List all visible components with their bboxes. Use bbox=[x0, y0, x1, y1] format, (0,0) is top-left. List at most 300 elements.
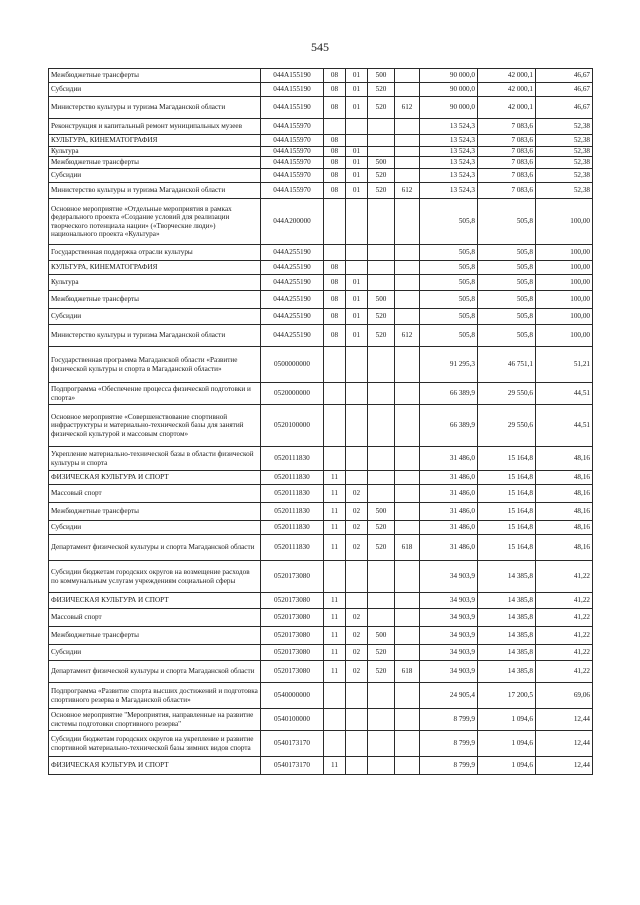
table-row bbox=[49, 535, 593, 561]
row-percent: 12,44 bbox=[536, 709, 593, 731]
row-name: ФИЗИЧЕСКАЯ КУЛЬТУРА И СПОРТ bbox=[49, 471, 261, 485]
row-plan-amount: 66 389,9 bbox=[420, 405, 478, 447]
row-percent: 69,06 bbox=[536, 683, 593, 709]
row-code: 044A155970 bbox=[261, 169, 324, 183]
row-admin-code bbox=[395, 275, 420, 291]
row-actual-amount: 1 094,6 bbox=[478, 757, 536, 775]
table-row bbox=[49, 447, 593, 471]
row-expense-type bbox=[368, 485, 395, 503]
row-expense-type bbox=[368, 119, 395, 135]
row-admin-code bbox=[395, 627, 420, 645]
row-actual-amount: 505,8 bbox=[478, 261, 536, 275]
row-section: 08 bbox=[324, 147, 346, 157]
row-subsection: 01 bbox=[346, 69, 368, 83]
row-section: 11 bbox=[324, 535, 346, 561]
row-percent: 46,67 bbox=[536, 69, 593, 83]
row-percent: 100,00 bbox=[536, 291, 593, 309]
row-actual-amount: 14 385,8 bbox=[478, 593, 536, 609]
row-percent: 52,38 bbox=[536, 157, 593, 169]
row-plan-amount: 34 903,9 bbox=[420, 561, 478, 593]
row-section: 11 bbox=[324, 661, 346, 683]
table-row bbox=[49, 135, 593, 147]
row-name: Субсидии бюджетам городских округов на укрепление и развитие спортивной материально-технической базы зимних видов спорта bbox=[49, 731, 261, 757]
row-percent: 52,38 bbox=[536, 135, 593, 147]
row-plan-amount: 505,8 bbox=[420, 309, 478, 325]
row-plan-amount: 505,8 bbox=[420, 325, 478, 347]
page-number: 545 bbox=[311, 40, 329, 54]
row-plan-amount: 13 524,3 bbox=[420, 119, 478, 135]
row-name: Субсидии bbox=[49, 521, 261, 535]
row-name: Массовый спорт bbox=[49, 609, 261, 627]
row-name: Министерство культуры и туризма Магаданской области bbox=[49, 325, 261, 347]
row-actual-amount: 15 164,8 bbox=[478, 447, 536, 471]
table-row bbox=[49, 405, 593, 447]
row-percent: 48,16 bbox=[536, 485, 593, 503]
row-plan-amount: 13 524,3 bbox=[420, 147, 478, 157]
row-actual-amount: 505,8 bbox=[478, 245, 536, 261]
row-actual-amount: 15 164,8 bbox=[478, 485, 536, 503]
row-actual-amount: 7 083,6 bbox=[478, 135, 536, 147]
row-percent: 48,16 bbox=[536, 535, 593, 561]
row-code: 044A155970 bbox=[261, 135, 324, 147]
row-actual-amount: 1 094,6 bbox=[478, 731, 536, 757]
row-actual-amount: 29 550,6 bbox=[478, 383, 536, 405]
row-name: ФИЗИЧЕСКАЯ КУЛЬТУРА И СПОРТ bbox=[49, 757, 261, 775]
row-section bbox=[324, 683, 346, 709]
row-name: Субсидии bbox=[49, 83, 261, 97]
row-section: 08 bbox=[324, 69, 346, 83]
table-row bbox=[49, 157, 593, 169]
row-section: 08 bbox=[324, 309, 346, 325]
row-actual-amount: 14 385,8 bbox=[478, 561, 536, 593]
row-subsection bbox=[346, 709, 368, 731]
row-admin-code bbox=[395, 593, 420, 609]
row-subsection: 02 bbox=[346, 627, 368, 645]
row-admin-code: 618 bbox=[395, 661, 420, 683]
row-plan-amount: 8 799,9 bbox=[420, 709, 478, 731]
row-code: 044A155970 bbox=[261, 157, 324, 169]
row-actual-amount: 14 385,8 bbox=[478, 661, 536, 683]
row-actual-amount: 15 164,8 bbox=[478, 503, 536, 521]
row-code: 0520173080 bbox=[261, 593, 324, 609]
row-admin-code bbox=[395, 757, 420, 775]
row-section: 08 bbox=[324, 291, 346, 309]
row-subsection: 02 bbox=[346, 661, 368, 683]
row-subsection: 01 bbox=[346, 291, 368, 309]
row-subsection bbox=[346, 731, 368, 757]
row-expense-type: 520 bbox=[368, 169, 395, 183]
row-section bbox=[324, 731, 346, 757]
row-expense-type: 520 bbox=[368, 83, 395, 97]
row-subsection bbox=[346, 135, 368, 147]
row-admin-code bbox=[395, 471, 420, 485]
row-code: 044A255190 bbox=[261, 325, 324, 347]
row-section: 11 bbox=[324, 645, 346, 661]
row-plan-amount: 31 486,0 bbox=[420, 471, 478, 485]
table-row bbox=[49, 261, 593, 275]
row-expense-type: 520 bbox=[368, 309, 395, 325]
row-section: 11 bbox=[324, 609, 346, 627]
row-code: 0520111830 bbox=[261, 447, 324, 471]
row-percent: 100,00 bbox=[536, 261, 593, 275]
table-row bbox=[49, 347, 593, 383]
row-name: Субсидии бюджетам городских округов на возмещение расходов по коммунальным услугам учреждениям социальной сферы bbox=[49, 561, 261, 593]
row-subsection: 02 bbox=[346, 521, 368, 535]
row-subsection bbox=[346, 245, 368, 261]
row-admin-code bbox=[395, 731, 420, 757]
row-expense-type: 520 bbox=[368, 661, 395, 683]
row-code: 044A155970 bbox=[261, 183, 324, 199]
row-actual-amount: 42 000,1 bbox=[478, 83, 536, 97]
row-code: 0520000000 bbox=[261, 383, 324, 405]
row-percent: 100,00 bbox=[536, 275, 593, 291]
row-percent: 41,22 bbox=[536, 609, 593, 627]
table-row bbox=[49, 69, 593, 83]
row-actual-amount: 505,8 bbox=[478, 291, 536, 309]
table-row bbox=[49, 199, 593, 245]
table-row bbox=[49, 309, 593, 325]
row-admin-code bbox=[395, 383, 420, 405]
row-code: 0520173080 bbox=[261, 645, 324, 661]
row-section: 11 bbox=[324, 503, 346, 521]
table-row bbox=[49, 731, 593, 757]
row-percent: 41,22 bbox=[536, 593, 593, 609]
row-code: 044A255190 bbox=[261, 309, 324, 325]
row-section: 11 bbox=[324, 521, 346, 535]
row-admin-code bbox=[395, 503, 420, 521]
row-subsection bbox=[346, 261, 368, 275]
table-row bbox=[49, 97, 593, 119]
row-admin-code bbox=[395, 147, 420, 157]
row-plan-amount: 90 000,0 bbox=[420, 97, 478, 119]
row-code: 0520173080 bbox=[261, 609, 324, 627]
table-row bbox=[49, 561, 593, 593]
row-actual-amount: 505,8 bbox=[478, 199, 536, 245]
row-name: Основное мероприятие «Совершенствование спортивной инфраструктуры и материально-технической базы для занятий физической культурой и массовым спортом» bbox=[49, 405, 261, 447]
row-name: Культура bbox=[49, 275, 261, 291]
table-row bbox=[49, 245, 593, 261]
row-name: Субсидии bbox=[49, 169, 261, 183]
row-subsection bbox=[346, 471, 368, 485]
row-admin-code bbox=[395, 261, 420, 275]
row-expense-type: 520 bbox=[368, 325, 395, 347]
row-percent: 100,00 bbox=[536, 199, 593, 245]
row-code: 044A255190 bbox=[261, 275, 324, 291]
row-section: 08 bbox=[324, 97, 346, 119]
row-plan-amount: 13 524,3 bbox=[420, 157, 478, 169]
row-actual-amount: 7 083,6 bbox=[478, 147, 536, 157]
row-admin-code bbox=[395, 291, 420, 309]
row-actual-amount: 46 751,1 bbox=[478, 347, 536, 383]
row-code: 044A200000 bbox=[261, 199, 324, 245]
row-actual-amount: 7 083,6 bbox=[478, 157, 536, 169]
row-actual-amount: 14 385,8 bbox=[478, 609, 536, 627]
row-section: 08 bbox=[324, 325, 346, 347]
row-percent: 44,51 bbox=[536, 405, 593, 447]
row-section: 11 bbox=[324, 485, 346, 503]
row-plan-amount: 66 389,9 bbox=[420, 383, 478, 405]
row-section: 08 bbox=[324, 135, 346, 147]
table-row bbox=[49, 485, 593, 503]
row-code: 044A155190 bbox=[261, 69, 324, 83]
row-code: 044A255190 bbox=[261, 245, 324, 261]
row-actual-amount: 505,8 bbox=[478, 325, 536, 347]
row-subsection: 01 bbox=[346, 309, 368, 325]
row-percent: 41,22 bbox=[536, 661, 593, 683]
row-plan-amount: 8 799,9 bbox=[420, 757, 478, 775]
row-expense-type bbox=[368, 383, 395, 405]
row-section bbox=[324, 199, 346, 245]
row-expense-type bbox=[368, 261, 395, 275]
row-code: 0500000000 bbox=[261, 347, 324, 383]
row-plan-amount: 90 000,0 bbox=[420, 83, 478, 97]
row-percent: 52,38 bbox=[536, 169, 593, 183]
table-row bbox=[49, 119, 593, 135]
table-row bbox=[49, 275, 593, 291]
table-row bbox=[49, 325, 593, 347]
row-name: Межбюджетные трансферты bbox=[49, 69, 261, 83]
table-row bbox=[49, 645, 593, 661]
row-section bbox=[324, 709, 346, 731]
row-actual-amount: 14 385,8 bbox=[478, 627, 536, 645]
row-actual-amount: 505,8 bbox=[478, 309, 536, 325]
row-section: 11 bbox=[324, 757, 346, 775]
row-section bbox=[324, 119, 346, 135]
row-code: 0540173170 bbox=[261, 731, 324, 757]
row-admin-code bbox=[395, 609, 420, 627]
row-plan-amount: 34 903,9 bbox=[420, 593, 478, 609]
table-row bbox=[49, 609, 593, 627]
row-actual-amount: 29 550,6 bbox=[478, 405, 536, 447]
row-actual-amount: 15 164,8 bbox=[478, 535, 536, 561]
row-percent: 44,51 bbox=[536, 383, 593, 405]
row-plan-amount: 31 486,0 bbox=[420, 447, 478, 471]
row-admin-code bbox=[395, 521, 420, 535]
row-plan-amount: 34 903,9 bbox=[420, 609, 478, 627]
row-plan-amount: 31 486,0 bbox=[420, 521, 478, 535]
row-expense-type: 520 bbox=[368, 645, 395, 661]
row-code: 0520173080 bbox=[261, 661, 324, 683]
row-plan-amount: 90 000,0 bbox=[420, 69, 478, 83]
table-row bbox=[49, 291, 593, 309]
row-subsection: 02 bbox=[346, 645, 368, 661]
row-percent: 41,22 bbox=[536, 561, 593, 593]
row-admin-code bbox=[395, 447, 420, 471]
row-expense-type bbox=[368, 709, 395, 731]
row-expense-type: 520 bbox=[368, 97, 395, 119]
row-plan-amount: 24 905,4 bbox=[420, 683, 478, 709]
row-actual-amount: 7 083,6 bbox=[478, 183, 536, 199]
row-name: Культура bbox=[49, 147, 261, 157]
row-expense-type bbox=[368, 471, 395, 485]
row-actual-amount: 7 083,6 bbox=[478, 169, 536, 183]
row-code: 0540000000 bbox=[261, 683, 324, 709]
row-name: Межбюджетные трансферты bbox=[49, 503, 261, 521]
row-section bbox=[324, 347, 346, 383]
row-name: Межбюджетные трансферты bbox=[49, 291, 261, 309]
row-actual-amount: 14 385,8 bbox=[478, 645, 536, 661]
row-expense-type bbox=[368, 135, 395, 147]
row-code: 0520100000 bbox=[261, 405, 324, 447]
row-expense-type bbox=[368, 405, 395, 447]
row-code: 0520111830 bbox=[261, 485, 324, 503]
row-name: Субсидии bbox=[49, 309, 261, 325]
row-name: Укрепление материально-технической базы в области физической культуры и спорта bbox=[49, 447, 261, 471]
row-subsection: 01 bbox=[346, 147, 368, 157]
row-name: Межбюджетные трансферты bbox=[49, 157, 261, 169]
row-subsection bbox=[346, 119, 368, 135]
row-admin-code bbox=[395, 347, 420, 383]
row-subsection bbox=[346, 593, 368, 609]
row-percent: 46,67 bbox=[536, 97, 593, 119]
row-plan-amount: 31 486,0 bbox=[420, 503, 478, 521]
row-subsection: 01 bbox=[346, 157, 368, 169]
row-code: 0540100000 bbox=[261, 709, 324, 731]
row-actual-amount: 15 164,8 bbox=[478, 471, 536, 485]
row-percent: 41,22 bbox=[536, 627, 593, 645]
row-code: 0520111830 bbox=[261, 503, 324, 521]
row-section bbox=[324, 447, 346, 471]
row-plan-amount: 34 903,9 bbox=[420, 661, 478, 683]
row-name: Основное мероприятие «Отдельные мероприятия в рамках федерального проекта «Создание условий для реализации творческого потенциала нации» («Творческие люди») национального проекта «Культура» bbox=[49, 199, 261, 245]
row-plan-amount: 13 524,3 bbox=[420, 183, 478, 199]
row-actual-amount: 7 083,6 bbox=[478, 119, 536, 135]
row-code: 0520111830 bbox=[261, 521, 324, 535]
table-row bbox=[49, 383, 593, 405]
row-name: Массовый спорт bbox=[49, 485, 261, 503]
table-row bbox=[49, 503, 593, 521]
table-row bbox=[49, 757, 593, 775]
row-admin-code: 612 bbox=[395, 183, 420, 199]
row-admin-code bbox=[395, 69, 420, 83]
row-section: 11 bbox=[324, 471, 346, 485]
row-subsection: 02 bbox=[346, 503, 368, 521]
row-admin-code bbox=[395, 709, 420, 731]
budget-table bbox=[48, 68, 593, 775]
row-plan-amount: 34 903,9 bbox=[420, 627, 478, 645]
row-subsection bbox=[346, 757, 368, 775]
row-expense-type: 520 bbox=[368, 183, 395, 199]
row-subsection: 01 bbox=[346, 83, 368, 97]
table-row bbox=[49, 683, 593, 709]
row-expense-type bbox=[368, 683, 395, 709]
row-code: 0520173080 bbox=[261, 627, 324, 645]
row-percent: 12,44 bbox=[536, 757, 593, 775]
row-section: 08 bbox=[324, 169, 346, 183]
table-row bbox=[49, 593, 593, 609]
row-percent: 48,16 bbox=[536, 503, 593, 521]
row-name: Государственная поддержка отрасли культуры bbox=[49, 245, 261, 261]
row-section: 11 bbox=[324, 593, 346, 609]
row-admin-code bbox=[395, 561, 420, 593]
row-expense-type bbox=[368, 593, 395, 609]
row-subsection: 01 bbox=[346, 169, 368, 183]
row-subsection: 02 bbox=[346, 535, 368, 561]
row-code: 0520173080 bbox=[261, 561, 324, 593]
row-percent: 41,22 bbox=[536, 645, 593, 661]
row-name: ФИЗИЧЕСКАЯ КУЛЬТУРА И СПОРТ bbox=[49, 593, 261, 609]
row-actual-amount: 42 000,1 bbox=[478, 97, 536, 119]
row-section bbox=[324, 561, 346, 593]
table-row bbox=[49, 661, 593, 683]
row-subsection bbox=[346, 405, 368, 447]
row-actual-amount: 15 164,8 bbox=[478, 521, 536, 535]
row-expense-type: 500 bbox=[368, 69, 395, 83]
row-section: 08 bbox=[324, 157, 346, 169]
row-subsection: 02 bbox=[346, 609, 368, 627]
row-admin-code: 612 bbox=[395, 97, 420, 119]
row-subsection bbox=[346, 383, 368, 405]
row-admin-code bbox=[395, 645, 420, 661]
row-subsection bbox=[346, 683, 368, 709]
row-section bbox=[324, 405, 346, 447]
row-subsection bbox=[346, 199, 368, 245]
row-actual-amount: 1 094,6 bbox=[478, 709, 536, 731]
row-expense-type: 500 bbox=[368, 627, 395, 645]
row-plan-amount: 505,8 bbox=[420, 275, 478, 291]
row-name: Министерство культуры и туризма Магаданской области bbox=[49, 183, 261, 199]
row-code: 0540173170 bbox=[261, 757, 324, 775]
row-expense-type bbox=[368, 275, 395, 291]
row-code: 044A155190 bbox=[261, 97, 324, 119]
row-plan-amount: 505,8 bbox=[420, 291, 478, 309]
row-plan-amount: 13 524,3 bbox=[420, 169, 478, 183]
row-subsection: 01 bbox=[346, 275, 368, 291]
table-row bbox=[49, 83, 593, 97]
row-name: Подпрограмма «Развитие спорта высших достижений и подготовка спортивного резерва в Магаданской области» bbox=[49, 683, 261, 709]
row-name: Подпрограмма «Обеспечение процесса физической подготовки и спорта» bbox=[49, 383, 261, 405]
row-admin-code bbox=[395, 157, 420, 169]
row-expense-type: 500 bbox=[368, 157, 395, 169]
row-name: КУЛЬТУРА, КИНЕМАТОГРАФИЯ bbox=[49, 135, 261, 147]
row-subsection bbox=[346, 447, 368, 471]
row-admin-code bbox=[395, 119, 420, 135]
row-code: 0520111830 bbox=[261, 471, 324, 485]
row-admin-code bbox=[395, 83, 420, 97]
table-row bbox=[49, 183, 593, 199]
row-expense-type bbox=[368, 757, 395, 775]
row-name: Министерство культуры и туризма Магаданской области bbox=[49, 97, 261, 119]
row-actual-amount: 505,8 bbox=[478, 275, 536, 291]
row-name: Субсидии bbox=[49, 645, 261, 661]
row-percent: 48,16 bbox=[536, 447, 593, 471]
row-admin-code bbox=[395, 199, 420, 245]
row-admin-code bbox=[395, 683, 420, 709]
row-section bbox=[324, 383, 346, 405]
row-section: 08 bbox=[324, 83, 346, 97]
row-name: Государственная программа Магаданской области «Развитие физической культуры и спорта в Магаданской области» bbox=[49, 347, 261, 383]
row-subsection bbox=[346, 347, 368, 383]
row-percent: 100,00 bbox=[536, 325, 593, 347]
row-percent: 100,00 bbox=[536, 245, 593, 261]
row-percent: 48,16 bbox=[536, 521, 593, 535]
table-row bbox=[49, 521, 593, 535]
row-plan-amount: 8 799,9 bbox=[420, 731, 478, 757]
table-row bbox=[49, 627, 593, 645]
row-name: Реконструкция и капитальный ремонт муниципальных музеев bbox=[49, 119, 261, 135]
row-expense-type bbox=[368, 245, 395, 261]
row-admin-code bbox=[395, 485, 420, 503]
row-admin-code bbox=[395, 135, 420, 147]
row-section bbox=[324, 245, 346, 261]
row-expense-type bbox=[368, 199, 395, 245]
row-name: Основное мероприятие "Мероприятия, направленные на развитие системы подготовки спортивного резерва" bbox=[49, 709, 261, 731]
row-admin-code: 618 bbox=[395, 535, 420, 561]
table-row bbox=[49, 709, 593, 731]
row-plan-amount: 34 903,9 bbox=[420, 645, 478, 661]
row-code: 044A155190 bbox=[261, 83, 324, 97]
row-plan-amount: 31 486,0 bbox=[420, 485, 478, 503]
